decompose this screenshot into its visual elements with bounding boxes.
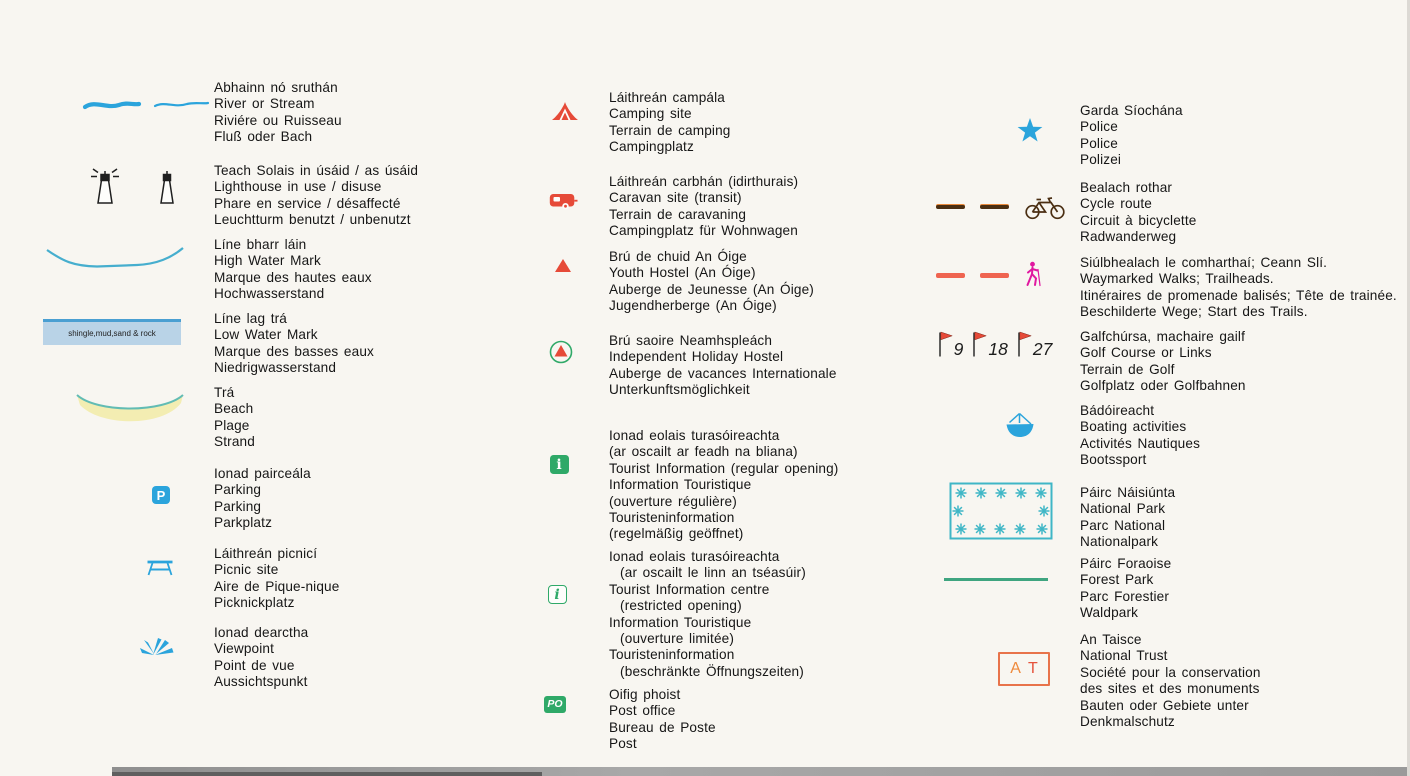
legend-text [1074,329,1408,395]
symbol-cell [947,403,1093,439]
legend-text [208,546,520,612]
legend-line: Viewpoint [214,641,275,657]
legend-line: Phare en service / désaffecté [214,195,401,211]
legend-entry-national-park [928,485,1408,551]
legend-line: Riviére ou Ruisseau [214,112,342,128]
beach-icon [73,387,187,431]
legend-entry-tourist-info-restricted [535,549,955,680]
legend-line: Information Touristique [609,477,752,493]
scan-edge-bottom-dark [112,772,542,776]
legend-line: Boating activities [1080,419,1187,435]
golf-flag-icon [972,331,987,358]
legend-line: Campingplatz [609,139,694,155]
legend-line: (regelmäßig geöffnet) [609,526,744,542]
symbol-cell [77,466,245,504]
legend-text [603,549,955,680]
legend-line: Camping site [609,106,692,122]
legend-entry-low-water-mark [40,311,520,377]
legend-entry-tourist-info-regular [535,428,955,543]
golf-hole-number: 27 [1032,338,1053,359]
golf-flags-icon [938,331,1053,358]
legend-text [1074,632,1408,730]
legend-text [208,163,520,229]
legend-entry-police-star [928,103,1408,169]
legend-line: Bootssport [1080,452,1147,468]
legend-line: Teach Solais in úsáid / as úsáid [214,163,419,178]
symbol-cell [527,333,595,364]
legend-line: Láithreán campála [609,90,725,105]
legend-line: Low Water Mark [214,327,318,343]
legend-entry-golf-flags [928,329,1408,395]
legend-line: Denkmalschutz [1080,714,1175,730]
walk-route-dash [980,273,1009,278]
national-park-icon [949,482,1053,540]
legend-line: Parc Forestier [1080,588,1170,604]
low-water-label: shingle,mud,sand & rock [68,329,156,338]
symbol-cell [523,549,591,604]
legend-line: Terrain de caravaning [609,206,747,222]
legend-line: Garda Síochána [1080,103,1183,118]
legend-line: Bureau de Poste [609,719,716,735]
legend-line: Terrain de camping [609,122,731,138]
tourist-info-restricted-icon [548,585,567,604]
legend-entry-forest-park [928,556,1408,622]
symbol-cell [525,428,593,474]
legend-line: Galfchúrsa, machaire gailf [1080,329,1246,344]
legend-text [1074,485,1408,551]
legend-line: Ionad eolais turasóireachta [609,428,780,443]
legend-text [208,80,520,146]
legend-line: Beschilderte Wege; Start des Trails. [1080,304,1308,320]
legend-line: National Trust [1080,648,1168,664]
legend-line: Waymarked Walks; Trailheads. [1080,271,1274,287]
legend-line: Polizei [1080,152,1122,168]
legend-line: (restricted opening) [609,598,742,614]
legend-line: Auberge de Jeunesse (An Óige) [609,281,814,297]
legend-line: Plage [214,417,250,433]
legend-line: Parking [214,498,262,514]
symbol-cell [46,385,214,431]
parking-letter: P [156,487,166,503]
legend-line: Unterkunftsmöglichkeit [609,382,750,398]
legend-line: Hochwasserstand [214,286,325,302]
legend-line: Láithreán carbhán (idirthurais) [609,174,799,189]
symbol-cell [531,90,599,122]
high-water-mark-icon [45,245,185,273]
legend-line: National Park [1080,501,1166,517]
legend-entry-caravan [535,174,955,240]
legend-text [208,237,520,303]
legend-entry-viewpoint [40,625,520,691]
picnic-table-icon [146,558,174,578]
legend-line: des sites et des monuments [1080,681,1260,697]
symbol-cell [529,174,597,211]
legend-text [208,625,520,691]
legend-text [603,333,955,399]
symbol-cell [928,180,1074,220]
legend-entry-youth-hostel [535,249,955,315]
legend-line: Leuchtturm benutzt / unbenutzt [214,212,411,228]
legend-line: Jugendherberge (An Óige) [609,298,777,314]
legend-text [208,385,520,451]
legend-entry-national-trust [928,632,1408,730]
low-water-mark-icon [43,319,181,345]
forest-park-icon [944,578,1048,581]
legend-entry-post-office [535,687,955,753]
legend-line: Aussichtspunkt [214,674,308,690]
golf-flag [1017,331,1052,358]
legend-line: Líne bharr láin [214,237,307,252]
legend-line: Forest Park [1080,572,1154,588]
legend-line: Police [1080,135,1118,151]
legend-line: Siúlbhealach le comharthaí; Ceann Slí. [1080,255,1328,270]
legend-line: Bauten oder Gebiete unter [1080,697,1249,713]
river-stream-icon [81,96,211,116]
legend-line: An Taisce [1080,632,1142,647]
legend-entry-river-stream [40,80,520,146]
cycle-route-dash [936,205,965,210]
legend-text [1074,180,1408,246]
camping-tent-icon [552,102,578,122]
legend-line: River or Stream [214,96,315,112]
info-letter: i [554,586,560,603]
caravan-icon [549,193,578,211]
walker-icon [1024,261,1044,289]
symbol-cell [529,249,597,273]
golf-flag [972,331,1007,358]
symbol-cell [957,103,1103,143]
youth-hostel-icon [554,258,572,273]
symbol-cell [923,556,1069,581]
legend-line: Trá [214,385,235,400]
legend-line: Activités Nautiques [1080,435,1201,451]
legend-line: Brú de chuid An Óige [609,249,747,264]
legend-line: Youth Hostel (An Óige) [609,265,756,281]
symbol-cell [56,163,224,206]
boating-icon [1004,412,1036,439]
legend-text [1074,255,1408,321]
legend-entry-high-water-mark [40,237,520,303]
legend-line: Lighthouse in use / disuse [214,179,382,195]
legend-line: Abhainn nó sruthán [214,80,338,95]
symbol-cell [31,237,199,273]
symbol-cell [76,546,244,578]
legend-column-3 [928,0,1410,776]
legend-line: Auberge de vacances Internationale [609,365,837,381]
legend-line: Caravan site (transit) [609,190,742,206]
lighthouse-icon [79,166,201,206]
legend-line: Beach [214,401,254,417]
legend-line: (ar oscailt le linn an tséasúir) [609,565,806,581]
symbol-cell [922,329,1068,358]
post-office-letters: PO [547,698,563,711]
legend-line: (beschränkte Öffnungszeiten) [609,663,804,679]
legend-line: Police [1080,119,1118,135]
legend-line: Páirc Foraoise [1080,556,1172,571]
legend-line: (ouverture limitée) [609,631,735,647]
symbol-cell [62,80,230,116]
legend-text [603,249,955,315]
legend-line: Terrain de Golf [1080,361,1175,377]
legend-text [1074,103,1408,169]
symbol-cell [521,687,589,713]
legend-line: Circuit à bicyclette [1080,212,1197,228]
parking-icon [152,486,170,504]
legend-line: Picknickplatz [214,595,295,611]
police-star-icon [1017,118,1043,143]
symbol-cell [951,632,1097,686]
legend-line: Aire de Pique-nique [214,578,340,594]
legend-line: Marque des hautes eaux [214,269,372,285]
legend-line: Láithreán picnicí [214,546,318,561]
legend-text [603,428,955,543]
national-trust-icon [998,652,1050,686]
walk-route-dash [936,273,965,278]
legend-line: Niedrigwasserstand [214,360,337,376]
legend-line: Société pour la conservation [1080,664,1261,680]
legend-entry-independent-hostel [535,333,955,399]
golf-flag-icon [1017,331,1032,358]
legend-line: Independent Holiday Hostel [609,349,784,365]
legend-line: Strand [214,434,255,450]
legend-text [1074,403,1408,469]
legend-line: Bádóireacht [1080,403,1155,418]
legend-line: Ionad pairceála [214,466,311,481]
legend-line: Post office [609,703,676,719]
legend-entry-lighthouse [40,163,520,229]
legend-text [208,311,520,377]
symbol-cell [73,625,241,657]
legend-line: Parc National [1080,517,1166,533]
legend-text [603,174,955,240]
legend-entry-waymarked-walks [928,255,1408,321]
legend-entry-cycle-route [928,180,1408,246]
legend-line: Nationalpark [1080,534,1159,550]
legend-line: Oifig phoist [609,687,681,702]
legend-line: Ionad eolais turasóireachta [609,549,780,564]
legend-line: Brú saoire Neamhspleách [609,333,773,348]
legend-line: Páirc Náisiúnta [1080,485,1176,500]
symbol-cell [928,482,1074,540]
legend-line: Cycle route [1080,196,1153,212]
legend-line: Touristeninformation [609,510,735,526]
symbol-cell [28,311,196,345]
trust-letter-a: A [1010,660,1021,677]
viewpoint-icon [139,635,175,657]
legend-line: Golf Course or Links [1080,345,1212,361]
golf-hole-number: 9 [953,338,964,359]
legend-line: Information Touristique [609,614,752,630]
golf-hole-number: 18 [988,338,1008,359]
golf-flag-icon [938,331,953,358]
symbol-cell [917,255,1063,289]
legend-line: Post [609,736,637,752]
legend-line: High Water Mark [214,253,321,269]
legend-text [208,466,520,532]
waymarked-walks-icon [936,261,1044,289]
legend-line: Parkplatz [214,515,273,531]
legend-entry-picnic-table [40,546,520,612]
legend-line: Campingplatz für Wohnwagen [609,223,798,239]
legend-entry-beach [40,385,520,451]
legend-line: Touristeninformation [609,647,735,663]
legend-text [603,687,955,753]
legend-line: Golfplatz oder Golfbahnen [1080,378,1246,394]
legend-line: Fluß oder Bach [214,129,313,145]
legend-entry-boating [928,403,1408,469]
legend-line: (ouverture régulière) [609,493,737,509]
legend-text [603,90,955,156]
legend-line: Picnic site [214,562,279,578]
cycle-route-icon [936,194,1066,220]
legend-line: Point de vue [214,657,295,673]
legend-line: Tourist Information (regular opening) [609,460,839,476]
legend-line: Ionad dearctha [214,625,309,640]
bicycle-icon [1024,194,1066,220]
legend-line: Waldpark [1080,605,1139,621]
tourist-info-regular-icon [550,455,569,474]
legend-line: Parking [214,482,262,498]
post-office-icon [544,696,566,713]
legend-line: Radwanderweg [1080,229,1177,245]
legend-line: Tourist Information centre [609,581,770,597]
legend-line: Líne lag trá [214,311,288,326]
independent-hostel-icon [549,340,573,364]
legend-entry-camping-tent [535,90,955,156]
info-letter: i [556,456,562,473]
legend-line: Itinéraires de promenade balisés; Tête de trainée. [1080,287,1397,303]
legend-text [1074,556,1408,622]
golf-flag [938,331,964,358]
legend-line: (ar oscailt ar feadh na bliana) [609,444,798,460]
legend-line: Bealach rothar [1080,180,1173,195]
cycle-route-dash [980,205,1009,210]
trust-letter-t: T [1027,660,1038,677]
legend-entry-parking [40,466,520,532]
legend-line: Marque des basses eaux [214,343,374,359]
